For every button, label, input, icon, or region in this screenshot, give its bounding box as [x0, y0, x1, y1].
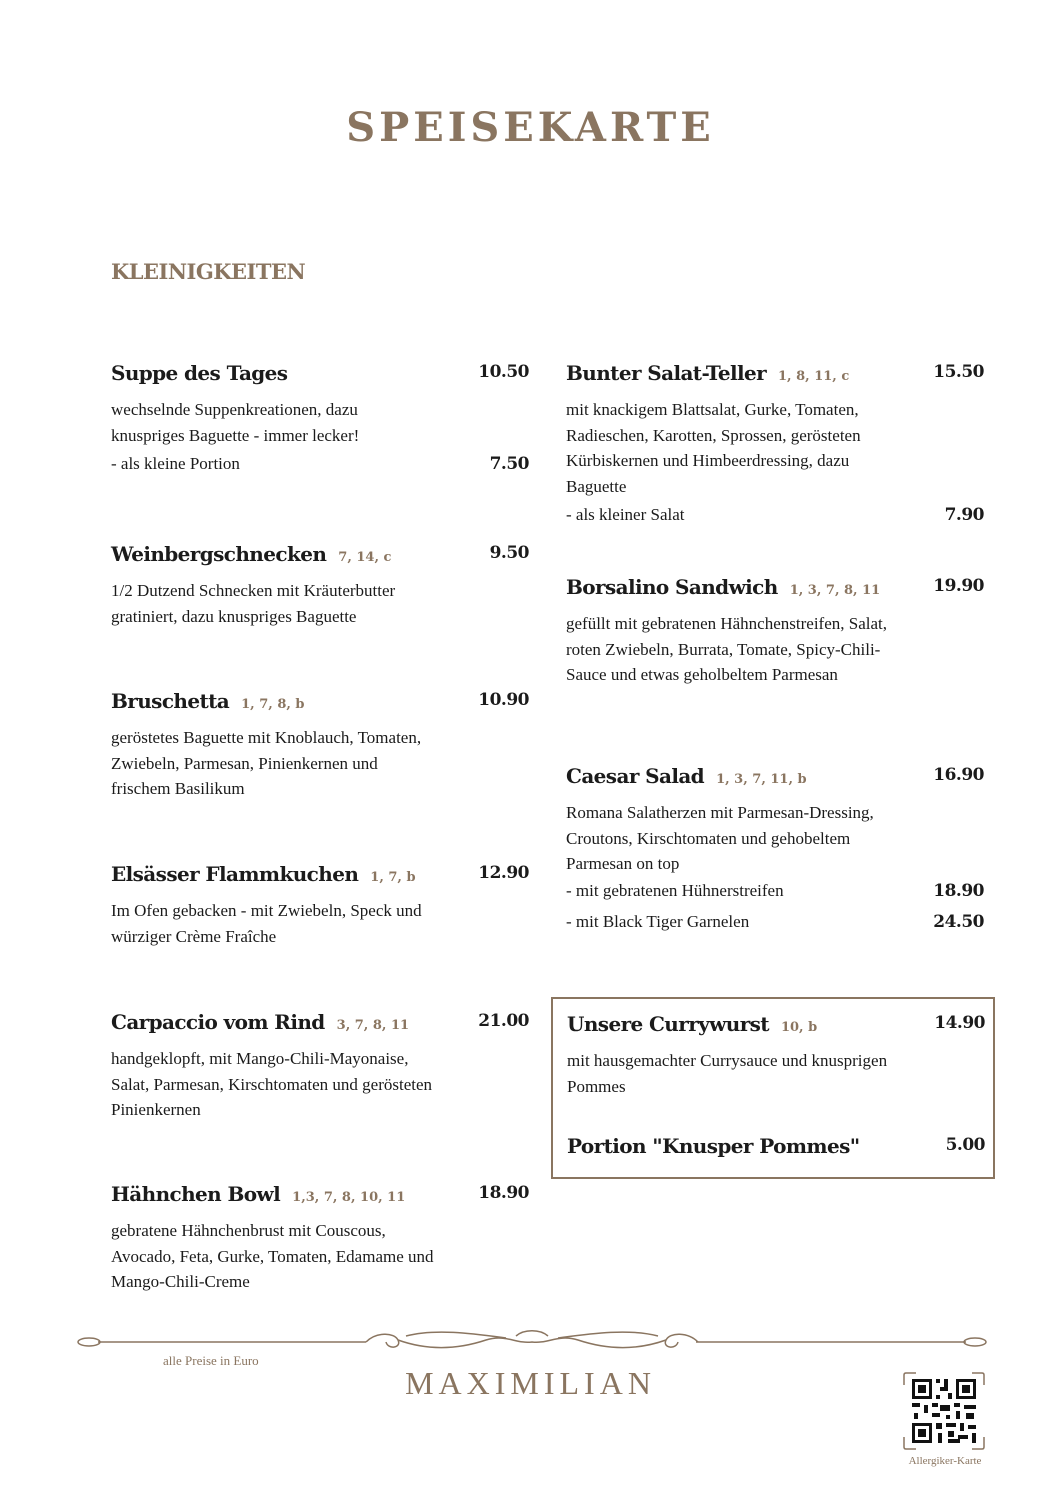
item-allergens: 3, 7, 8, 11 [336, 1018, 410, 1033]
menu-item-carpaccio [111, 1010, 529, 1123]
item-name: Carpaccio vom Rind 3, 7, 8, 11 [111, 1010, 410, 1034]
featured-box [551, 997, 995, 1179]
menu-item-weinbergschnecken [111, 542, 529, 629]
item-name: Borsalino Sandwich 1, 3, 7, 8, 11 [566, 575, 881, 599]
brand-name: MAXIMILIAN [405, 1365, 656, 1401]
item-description: mit hausgemachter Currysauce und knusprigen Pommes [567, 1051, 888, 1096]
item-description: wechselnde Suppenkreationen, dazu knuspriges Baguette - immer lecker! [111, 400, 360, 445]
item-name: Bruschetta 1, 7, 8, b [111, 689, 305, 713]
variant-price: 7.50 [489, 454, 529, 474]
menu-item-haehnchen-bowl [111, 1182, 529, 1295]
item-allergens: 1, 7, b [370, 870, 416, 885]
variant-label: - als kleiner Salat [566, 505, 685, 524]
item-name: Elsässer Flammkuchen 1, 7, b [111, 862, 416, 886]
item-description: Im Ofen gebacken - mit Zwiebeln, Speck und würziger Crème Fraîche [111, 901, 422, 946]
left-column [111, 0, 529, 1500]
variant-price: 24.50 [933, 911, 984, 932]
variant-price: 18.90 [933, 880, 984, 901]
item-price: 14.90 [934, 1013, 985, 1033]
menu-item-suppe [111, 361, 529, 482]
item-description: geröstetes Baguette mit Knoblauch, Tomaten, Zwiebeln, Parmesan, Pinienkernen und frischem Basilikum [111, 728, 422, 798]
item-name: Caesar Salad 1, 3, 7, 11, b [566, 764, 807, 788]
item-price: 19.90 [933, 576, 984, 596]
item-price: 16.90 [933, 765, 984, 785]
item-price: 9.50 [489, 543, 529, 563]
qr-label: Allergiker-Karte [908, 1455, 982, 1467]
item-allergens: 1, 8, 11, c [778, 369, 850, 384]
item-name: Hähnchen Bowl 1,3, 7, 8, 10, 11 [111, 1182, 406, 1206]
qr-code-icon [902, 1371, 986, 1451]
item-price: 10.50 [478, 362, 529, 382]
item-name: Bunter Salat-Teller 1, 8, 11, c [566, 361, 850, 385]
section-title: KLEINIGKEITEN [111, 259, 306, 284]
item-price: 10.90 [478, 690, 529, 710]
menu-item-currywurst [567, 1012, 985, 1099]
item-description: 1/2 Dutzend Schnecken mit Kräuterbutter gratiniert, dazu knuspriges Baguette [111, 581, 396, 626]
item-price: 12.90 [478, 863, 529, 883]
item-name: Weinbergschnecken 7, 14, c [111, 542, 392, 566]
item-variant [566, 881, 984, 909]
item-variant [566, 912, 984, 940]
variant-label: - als kleine Portion [111, 454, 240, 473]
item-variant [111, 454, 529, 482]
item-variant [566, 505, 984, 533]
item-description: gebratene Hähnchenbrust mit Couscous, Avocado, Feta, Gurke, Tomaten, Edamame und Mango-Chili-Creme [111, 1221, 434, 1291]
item-allergens: 1,3, 7, 8, 10, 11 [292, 1190, 406, 1205]
item-allergens: 1, 3, 7, 8, 11 [789, 583, 881, 598]
item-price: 18.90 [478, 1183, 529, 1203]
variant-price: 7.90 [944, 505, 984, 525]
page-title: SPEISEKARTE [346, 104, 715, 151]
item-name: Portion "Knusper Pommes" [567, 1134, 860, 1158]
variant-label: - mit Black Tiger Garnelen [566, 911, 750, 931]
menu-item-salat-teller [566, 361, 984, 533]
item-description: gefüllt mit gebratenen Hähnchenstreifen, Salat, roten Zwiebeln, Burrata, Tomate, Spicy-Chili-Sauce und etwas geholbeltem Parmesan [566, 614, 887, 684]
item-allergens: 1, 3, 7, 11, b [716, 772, 807, 787]
item-name: Unsere Currywurst 10, b [567, 1012, 818, 1036]
variant-label: - mit gebratenen Hühnerstreifen [566, 880, 784, 900]
item-allergens: 7, 14, c [338, 550, 392, 565]
item-description: mit knackigem Blattsalat, Gurke, Tomaten, Radieschen, Karotten, Sprossen, gerösteten Kürbiskernen und Himbeerdressing, dazu Baguette [566, 400, 861, 496]
menu-item-borsalino [566, 575, 984, 688]
menu-item-flammkuchen [111, 862, 529, 949]
menu-item-bruschetta [111, 689, 529, 802]
menu-item-pommes [567, 1134, 985, 1162]
item-allergens: 1, 7, 8, b [241, 697, 305, 712]
item-price: 21.00 [478, 1011, 529, 1031]
flourish-divider-icon [76, 1330, 988, 1354]
menu-item-caesar-salad [566, 764, 984, 940]
item-description: Romana Salatherzen mit Parmesan-Dressing, Croutons, Kirschtomaten und gehobeltem Parmesan on top [566, 803, 874, 873]
right-column [566, 0, 984, 1500]
item-price: 15.50 [933, 362, 984, 382]
item-price: 5.00 [945, 1135, 985, 1155]
item-allergens: 10, b [780, 1020, 818, 1035]
footer-note: alle Preise in Euro [163, 1353, 259, 1368]
item-description: handgeklopft, mit Mango-Chili-Mayonaise, Salat, Parmesan, Kirschtomaten und gerösteten Pinienkernen [111, 1049, 433, 1119]
item-name: Suppe des Tages [111, 361, 288, 385]
